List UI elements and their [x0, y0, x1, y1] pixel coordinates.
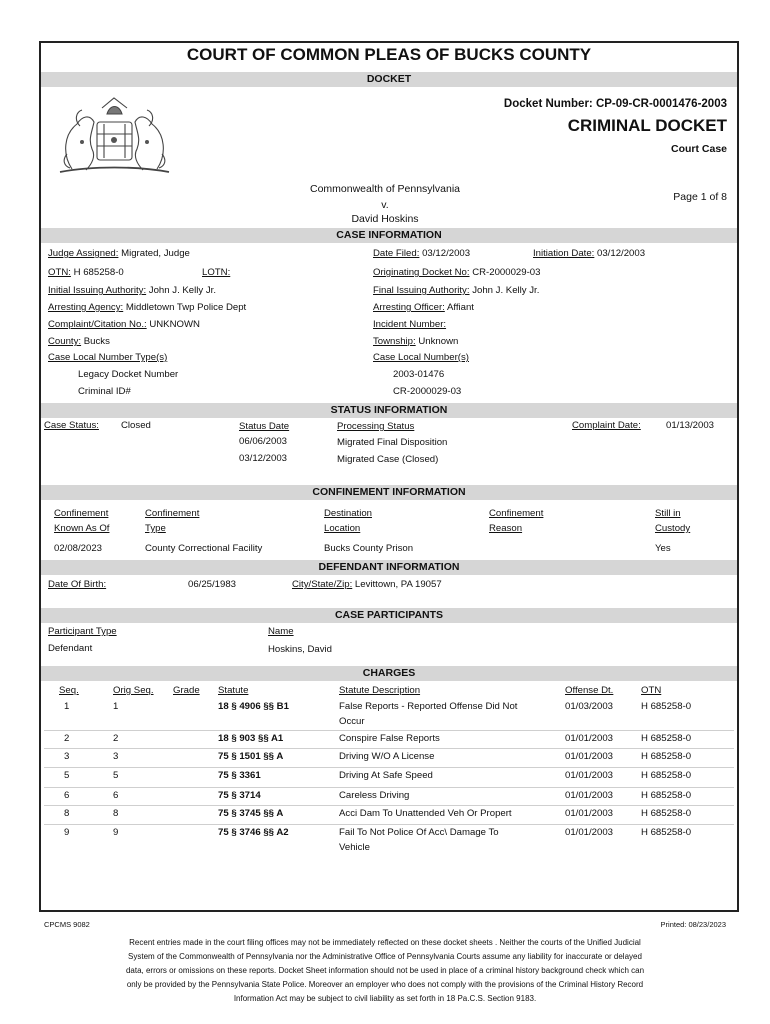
- charge-otn: H 685258-0: [641, 770, 692, 781]
- city-state-zip-label: City/State/Zip:: [292, 579, 353, 590]
- incident-label: Incident Number:: [373, 319, 447, 330]
- custody-label: Still in: [655, 508, 681, 519]
- arresting-agency-value: Middletown Twp Police Dept: [125, 302, 247, 313]
- arresting-officer-label: Arresting Officer:: [373, 302, 445, 313]
- initiation-label: Initiation Date:: [533, 248, 595, 259]
- charge-offense-date-header: Offense Dt.: [565, 685, 614, 696]
- dob-label: Date Of Birth:: [48, 579, 107, 590]
- destination-value: Bucks County Prison: [324, 543, 414, 554]
- charge-seq: 8: [64, 808, 70, 819]
- case-status-label: Case Status:: [44, 420, 99, 431]
- disclaimer: [80, 936, 690, 1006]
- case-participants-band: CASE PARTICIPANTS: [41, 608, 737, 623]
- charge-orig: 2: [113, 733, 119, 744]
- charge-offense: 01/01/2003: [565, 808, 614, 819]
- charge-offense: 01/01/2003: [565, 770, 614, 781]
- charge-row-divider: [44, 824, 734, 825]
- charge-seq: 9: [64, 827, 70, 838]
- disclaimer-line: System of the Commonwealth of Pennsylvania nor the Administrative Office of Pennsylvania Courts assume any liability for inaccurate or delayed: [128, 952, 642, 961]
- criminal-docket-title: CRIMINAL DOCKET: [567, 116, 727, 135]
- confinement-information-band: CONFINEMENT INFORMATION: [41, 485, 737, 500]
- charge-description: Occur: [339, 716, 365, 727]
- processing-status-label: Processing Status: [337, 421, 415, 432]
- orig-docket-label: Originating Docket No:: [373, 267, 470, 278]
- status-information-band: STATUS INFORMATION: [41, 403, 737, 418]
- charge-row-divider: [44, 805, 734, 806]
- charge-row-divider: [44, 748, 734, 749]
- court-case-label: Court Case: [670, 143, 727, 155]
- arresting-officer-row: [373, 302, 474, 313]
- charge-offense: 01/01/2003: [565, 751, 614, 762]
- initial-authority-value: John J. Kelly Jr.: [148, 285, 216, 296]
- destination-label: Destination: [324, 508, 372, 519]
- judge-label: Judge Assigned:: [48, 248, 119, 259]
- destination-label: Location: [324, 523, 361, 534]
- charge-seq: 1: [64, 701, 70, 712]
- charge-description: Careless Driving: [339, 790, 410, 801]
- charge-description: Acci Dam To Unattended Veh Or Propert: [339, 808, 512, 819]
- orig-docket-row: [373, 267, 540, 278]
- confinement-type-label: Type: [145, 523, 166, 534]
- local-number-label: Case Local Number(s): [373, 352, 469, 363]
- complaint-label: Complaint/Citation No.:: [48, 319, 147, 330]
- county-value: Bucks: [83, 336, 110, 347]
- township-row: [373, 336, 458, 347]
- confinement-type-value: County Correctional Facility: [145, 543, 263, 554]
- initiation-value: 03/12/2003: [597, 248, 646, 259]
- participant-type-value: Defendant: [48, 643, 93, 654]
- charge-description: Conspire False Reports: [339, 733, 440, 744]
- charge-orig: 6: [113, 790, 119, 801]
- charge-orig: 1: [113, 701, 119, 712]
- processing-status: Migrated Case (Closed): [337, 454, 439, 465]
- printed-date: Printed: 08/23/2023: [660, 920, 726, 929]
- arresting-officer-value: Affiant: [446, 302, 474, 313]
- charge-description: Driving At Safe Speed: [339, 770, 433, 781]
- charge-description: Fail To Not Police Of Acc\ Damage To: [339, 827, 499, 838]
- charge-description: Vehicle: [339, 842, 370, 853]
- charge-offense: 01/03/2003: [565, 701, 614, 712]
- charge-otn: H 685258-0: [641, 751, 692, 762]
- status-date-label: Status Date: [239, 421, 290, 432]
- case-status-row: [44, 420, 99, 431]
- charge-row-divider: [44, 767, 734, 768]
- confinement-known-label: Confinement: [54, 508, 109, 519]
- charge-description-header: Statute Description: [339, 685, 421, 696]
- final-authority-value: John J. Kelly Jr.: [472, 285, 540, 296]
- complaint-value: UNKNOWN: [149, 319, 200, 330]
- charge-otn-header: OTN: [641, 685, 662, 696]
- charge-description: False Reports - Reported Offense Did Not: [339, 701, 518, 712]
- processing-status: Migrated Final Disposition: [337, 437, 448, 448]
- city-state-zip-value: Levittown, PA 19057: [354, 579, 442, 590]
- charge-statute: 75 § 3714: [218, 790, 261, 801]
- participant-name-label: Name: [268, 626, 294, 637]
- judge-value: Migrated, Judge: [121, 248, 190, 259]
- lotn-label: LOTN:: [202, 267, 231, 278]
- custody-label: Custody: [655, 523, 691, 534]
- arresting-agency-row: [48, 302, 246, 313]
- city-state-zip-row: [292, 579, 442, 590]
- township-value: Unknown: [418, 336, 459, 347]
- custody-value: Yes: [655, 543, 671, 554]
- date-filed-value: 03/12/2003: [422, 248, 471, 259]
- page-number: Page 1 of 8: [673, 191, 727, 203]
- charge-statute: 75 § 3745 §§ A: [218, 808, 284, 819]
- caption-plaintiff: Commonwealth of Pennsylvania: [310, 183, 460, 195]
- status-date: 06/06/2003: [239, 436, 288, 447]
- disclaimer-line: Recent entries made in the court filing offices may not be immediately reflected on these docket sheets . Neither the courts of the Unified Judicial: [129, 938, 641, 947]
- participant-name-value: Hoskins, David: [268, 644, 332, 655]
- charge-seq: 5: [64, 770, 70, 781]
- charge-orig: 3: [113, 751, 119, 762]
- confinement-known-value: 02/08/2023: [54, 543, 103, 554]
- complaint-date-value: 01/13/2003: [666, 420, 715, 431]
- charge-orig: 5: [113, 770, 119, 781]
- initiation-row: [533, 248, 645, 259]
- disclaimer-line: only be provided by the Pennsylvania State Police. Moreover an employer who does not comply with the provisions of the Criminal History Record: [126, 980, 644, 989]
- initial-authority-label: Initial Issuing Authority:: [48, 285, 147, 296]
- county-row: [48, 336, 110, 347]
- charge-otn: H 685258-0: [641, 808, 692, 819]
- local-number-item: 2003-01476: [393, 369, 445, 380]
- charge-statute-header: Statute: [218, 685, 249, 696]
- charge-row-divider: [44, 730, 734, 731]
- caption-defendant: David Hoskins: [351, 213, 419, 225]
- charge-seq: 6: [64, 790, 70, 801]
- charge-otn: H 685258-0: [641, 827, 692, 838]
- judge-row: [48, 248, 190, 259]
- date-filed-row: [373, 248, 470, 259]
- charge-seq: 2: [64, 733, 70, 744]
- defendant-information-band: DEFENDANT INFORMATION: [41, 560, 737, 575]
- participant-type-label: Participant Type: [48, 626, 117, 637]
- otn-row: [48, 267, 124, 278]
- initial-authority-row: [48, 285, 216, 296]
- charge-statute: 75 § 3746 §§ A2: [218, 827, 289, 838]
- date-filed-label: Date Filed:: [373, 248, 420, 259]
- caption-versus: v.: [381, 199, 389, 211]
- local-type-item: Criminal ID#: [78, 386, 131, 397]
- complaint-row: [48, 319, 200, 330]
- otn-label: OTN:: [48, 267, 71, 278]
- confinement-type-label: Confinement: [145, 508, 200, 519]
- pennsylvania-seal-icon: [52, 94, 177, 176]
- charge-statute: 18 § 903 §§ A1: [218, 733, 284, 744]
- docket-number: Docket Number: CP-09-CR-0001476-2003: [503, 98, 727, 110]
- local-type-label: Case Local Number Type(s): [48, 352, 168, 363]
- charge-offense: 01/01/2003: [565, 790, 614, 801]
- charge-otn: H 685258-0: [641, 701, 692, 712]
- case-information-band: CASE INFORMATION: [41, 228, 737, 243]
- docket-band: DOCKET: [41, 72, 737, 87]
- status-date: 03/12/2003: [239, 453, 288, 464]
- charge-otn: H 685258-0: [641, 733, 692, 744]
- court-title: COURT OF COMMON PLEAS OF BUCKS COUNTY: [186, 45, 592, 64]
- confinement-reason-label: Confinement: [489, 508, 544, 519]
- charge-description: Driving W/O A License: [339, 751, 435, 762]
- charge-orig-seq-header: Orig Seq.: [113, 685, 154, 696]
- charge-orig: 9: [113, 827, 119, 838]
- charges-band: CHARGES: [41, 666, 737, 681]
- charge-statute: 75 § 1501 §§ A: [218, 751, 284, 762]
- confinement-known-label: Known As Of: [54, 523, 110, 534]
- disclaimer-line: data, errors or omissions on these reports. Docket Sheet information should not be used in place of a criminal history background check which can: [125, 966, 645, 975]
- dob-value: 06/25/1983: [188, 579, 237, 590]
- charge-grade-header: Grade: [173, 685, 200, 696]
- local-number-item: CR-2000029-03: [393, 386, 462, 397]
- local-type-item: Legacy Docket Number: [78, 369, 179, 380]
- disclaimer-line: Information Act may be subject to civil liability as set forth in 18 Pa.C.S. Section 9183.: [233, 994, 537, 1003]
- charge-otn: H 685258-0: [641, 790, 692, 801]
- charge-row-divider: [44, 787, 734, 788]
- charge-offense: 01/01/2003: [565, 733, 614, 744]
- charge-orig: 8: [113, 808, 119, 819]
- form-number: CPCMS 9082: [44, 920, 90, 929]
- charge-seq: 3: [64, 751, 70, 762]
- final-authority-label: Final Issuing Authority:: [373, 285, 470, 296]
- final-authority-row: [373, 285, 539, 296]
- township-label: Township:: [373, 336, 416, 347]
- otn-value: H 685258-0: [73, 267, 124, 278]
- confinement-reason-label: Reason: [489, 523, 523, 534]
- charge-offense: 01/01/2003: [565, 827, 614, 838]
- charge-statute: 18 § 4906 §§ B1: [218, 701, 289, 712]
- orig-docket-value: CR-2000029-03: [472, 267, 541, 278]
- charge-seq-header: Seq.: [59, 685, 79, 696]
- charge-statute: 75 § 3361: [218, 770, 261, 781]
- county-label: County:: [48, 336, 82, 347]
- complaint-date-label: Complaint Date:: [572, 420, 641, 431]
- arresting-agency-label: Arresting Agency:: [48, 302, 124, 313]
- case-status-value: Closed: [121, 420, 151, 431]
